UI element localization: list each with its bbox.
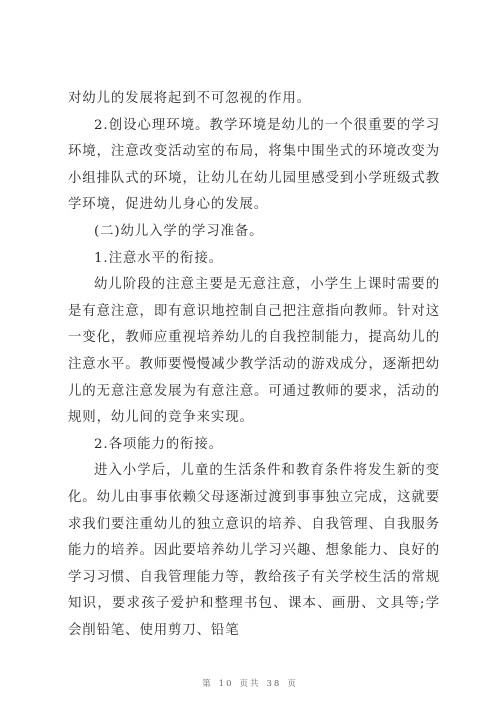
paragraph: 2.创设心理环境。教学环境是幼儿的一个很重要的学习环境，注意改变活动室的布局，将集中围坐式的环境改变为小组排队式的环境，让幼儿在幼儿园里感受到小学班级式教学环境，促进幼儿身心的发展。 xyxy=(68,117,440,213)
section-heading: (二)幼儿入学的学习准备。 xyxy=(94,223,264,239)
footer-suffix: 页 xyxy=(287,679,298,689)
paragraph: 对幼儿的发展将起到不可忽视的作用。 xyxy=(68,91,311,106)
paragraph: 进入小学后，儿童的生活条件和教育条件将发生新的变化。幼儿由事事依赖父母逐渐过渡到事事独立完成，这就要求我们要注重幼儿的独立意识的培养、自我管理、自我服务能力的培养。因此要培养幼儿学习兴趣、想象能力、良好的学习习惯、自我管理能力等，教给孩子有关学校生活的常规知识，要求孩子爱护和整理书包、课本、画册、文具等;学会削铅笔、使用剪刀、铅笔 xyxy=(68,463,440,638)
footer-prefix: 第 xyxy=(202,679,213,689)
paragraph: 幼儿阶段的注意主要是无意注意，小学生上课时需要的是有意注意，即有意识地控制自己把注意指向教师。针对这一变化，教师应重视培养幼儿的自我控制能力，提高幼儿的注意水平。教师要慢慢减少教学活动的游戏成分，逐渐把幼儿的无意注意发展为有意注意。可通过教师的要求，活动的规则，幼儿间的竞争来实现。 xyxy=(68,277,440,426)
subsection-heading: 1.注意水平的衔接。 xyxy=(94,250,223,266)
document-body xyxy=(68,86,440,644)
footer-middle: 页共 xyxy=(239,679,261,689)
subsection-heading: 2.各项能力的衔接。 xyxy=(94,436,223,452)
footer-page-number: 10 xyxy=(218,679,234,689)
footer-total-pages: 38 xyxy=(266,679,282,689)
page-footer xyxy=(0,677,500,689)
